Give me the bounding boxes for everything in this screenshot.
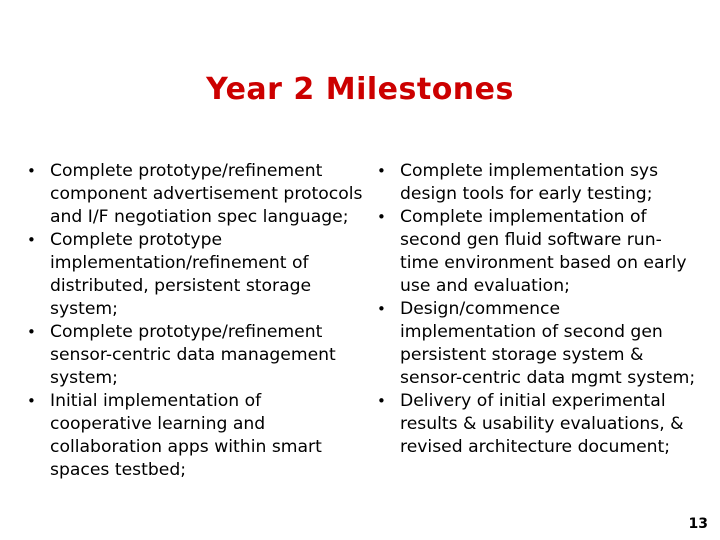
page-number: 13 [688,516,708,532]
bullet-text: Design/commence implementation of second gen persistent storage system & sensor-centric data mgmt system; [400,299,696,388]
bullet-item [24,390,364,482]
bullet-text: Delivery of initial experimental results & usability evaluations, & revised architecture document; [400,391,684,457]
bullet-icon: • [377,392,386,410]
bullet-icon: • [377,162,386,180]
slide-title: Year 2 Milestones [206,72,514,107]
left-bullet-list [24,160,364,482]
bullet-item [24,160,364,229]
bullet-item [374,390,700,459]
bullet-text: Complete prototype implementation/refinement of distributed, persistent storage system; [50,230,312,319]
bullet-item [24,321,364,390]
bullet-item [24,229,364,321]
right-bullet-list [374,160,700,459]
bullet-icon: • [27,162,36,180]
bullet-icon: • [377,208,386,226]
bullet-text: Initial implementation of cooperative learning and collaboration apps within smart spaces testbed; [50,391,322,480]
bullet-item [374,160,700,206]
bullet-icon: • [27,392,36,410]
bullet-item [374,206,700,298]
bullet-item [374,298,700,390]
bullet-text: Complete prototype/refinement component advertisement protocols and I/F negotiation spec language; [50,161,363,227]
bullet-text: Complete implementation sys design tools for early testing; [400,161,659,204]
bullet-icon: • [377,300,386,318]
bullet-icon: • [27,323,36,341]
bullet-icon: • [27,231,36,249]
bullet-text: Complete implementation of second gen fluid software run-time environment based on early use and evaluation; [400,207,687,296]
bullet-text: Complete prototype/refinement sensor-centric data management system; [50,322,336,388]
